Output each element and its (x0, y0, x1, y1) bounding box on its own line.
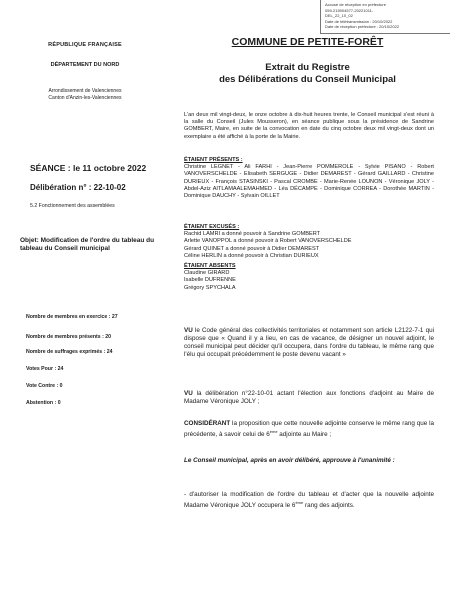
deliberation-number: Délibération n° : 22-10-02 (30, 183, 126, 192)
stat-abstention: Abstention : 0 (26, 400, 61, 406)
stat-suffrages: Nombre de suffrages exprimés : 24 (26, 349, 113, 355)
stat-members-exercice: Nombre de membres en exercice : 27 (26, 314, 118, 320)
departement-label: DÉPARTEMENT DU NORD (50, 62, 120, 68)
excuse-item: Gérard QUINET a donné pouvoir à Didier DEMAREST (184, 245, 320, 252)
ordinal-suffix: ème (295, 500, 304, 505)
commune-title: COMMUNE DE PETITE-FORÊT (231, 36, 384, 48)
absent-item: Isabelle DUFRENNE (184, 277, 236, 284)
extract-line-2: des Délibérations du Conseil Municipal (219, 74, 396, 85)
absents-title: ÉTAIENT ABSENTS (184, 263, 236, 269)
excuse-item: Céline HERLIN a donné pouvoir à Christian DURIEUX (184, 252, 319, 259)
canton-text: Canton d'Anzin-les-Valenciennes (48, 94, 122, 101)
excuse-item: Rachid LAMRI a donné pouvoir à Sandrine GOMBERT (184, 231, 321, 238)
nomenclature-label: 5.2 Fonctionnement des assemblées (30, 203, 115, 209)
excuses-section (184, 224, 434, 260)
stat-votes-pour: Votes Pour : 24 (26, 366, 64, 372)
considerant-end: adjointe au Maire ; (277, 431, 332, 439)
absent-item: Claudine GIRARD (184, 270, 230, 277)
arrondissement-text: Arrondissement de Valenciennes (48, 88, 122, 94)
stamp-line: DEL_22_10_02 (325, 13, 353, 19)
presents-section (184, 157, 434, 200)
excuses-title: ÉTAIENT EXCUSÉS : (184, 224, 240, 230)
presents-title: ÉTAIENT PRÉSENTS : (184, 157, 243, 163)
stamp-line: 059-215904577-20221011- (325, 7, 374, 13)
republique-label: RÉPUBLIQUE FRANÇAISE (48, 42, 122, 48)
excuse-item: Arlette VANOPPOL a donné pouvoir à Robert VANOVERSCHELDE (184, 238, 352, 245)
vu-code-paragraph (184, 327, 434, 359)
left-header (20, 42, 150, 101)
conclusion-statement: Le Conseil municipal, après en avoir délibéré, approuve à l'unanimité : (184, 457, 395, 464)
stamp-line: Accusé de réception en préfecture (325, 2, 386, 7)
absents-section (184, 263, 434, 292)
decision-text: - d'autoriser la modification de l'ordre du tableau et d'acter que la nouvelle adjointe Madame Véronique JOLY occupera le 6 (184, 491, 434, 510)
vu-lead: VU (184, 390, 193, 397)
considerant-lead: CONSIDÉRANT (184, 420, 231, 427)
objet-title: Objet: Modification de l'ordre du tableau du tableau du Conseil municipal (20, 237, 155, 252)
arrondissement-label (20, 88, 150, 101)
ordinal-suffix: ème (269, 429, 278, 434)
stat-votes-contre: Vote Contre : 0 (26, 383, 63, 389)
stamp-line: Date de télétransmission : 20/10/2022 (325, 18, 393, 24)
absent-item: Grégory SPYCHALA (184, 284, 236, 291)
presents-list: Christine LEGNET - Ali FARHI - Jean-Pierre POMMEROLE - Sylvie PISANO - Robert VANOVERSCHELDE - Elisabeth SERGUGE - Didier DEMAREST - Gérard GAILLARD - Christine DURIEUX - François STASINSKI - Pascal CROMBE - Marie-Renée LOUNON - Véronique JOLY - Abdel-Aziz AITLAMAALEMAHMED - Léa DÉCAMPE - Dominique CORREA - Dorothée MARTIN - Dominique DAUCHY - Sylvain OILLET (184, 164, 434, 200)
vu-code-text: le Code général des collectivités territoriales et notamment son article L2122-7-1 qui dispose que « Quand il y a lieu, en cas de vacance, de désigner un nouvel adjoint, le conseil municipal peut décider qu'il occupera, dans l'ordre du tableau, le même rang que l'élu qui occupait précédemment le poste devenu vacant » (184, 327, 434, 358)
vu-deliberation-paragraph (184, 390, 434, 406)
decision-end: rang des adjoints. (303, 502, 355, 510)
extract-title (180, 62, 435, 86)
extract-line-1: Extrait du Registre (265, 62, 350, 73)
decision-paragraph (184, 491, 434, 510)
seance-date: SÉANCE : le 11 octobre 2022 (30, 163, 147, 173)
prefecture-receipt-stamp (320, 0, 450, 34)
vu-deliberation-text: la délibération n°22-10-01 actant l'élection aux fonctions d'adjoint au Maire de Madame Véronique JOLY ; (184, 390, 434, 405)
intro-paragraph: L'an deux mil vingt-deux, le onze octobre à dix-huit heures trente, le Conseil municipal s'est réuni à la salle du Conseil (Jules Mousseron), en séance publique sous la présidence de Sandrine GOMBERT, Maire, en suite de la convocation en date du cinq octobre deux mil vingt-deux dont un exemplaire a été affiché à la porte de la Mairie. (184, 112, 434, 140)
stamp-line: Date de réception préfecture : 20/10/2022 (325, 24, 400, 30)
stat-members-present: Nombre de membres présents : 20 (26, 334, 112, 340)
considerant-paragraph (184, 420, 434, 439)
considerant-text: la proposition que cette nouvelle adjointe conserve le même rang que la précédente, à savoir celui de 6 (184, 420, 434, 439)
vu-lead: VU (184, 327, 193, 334)
